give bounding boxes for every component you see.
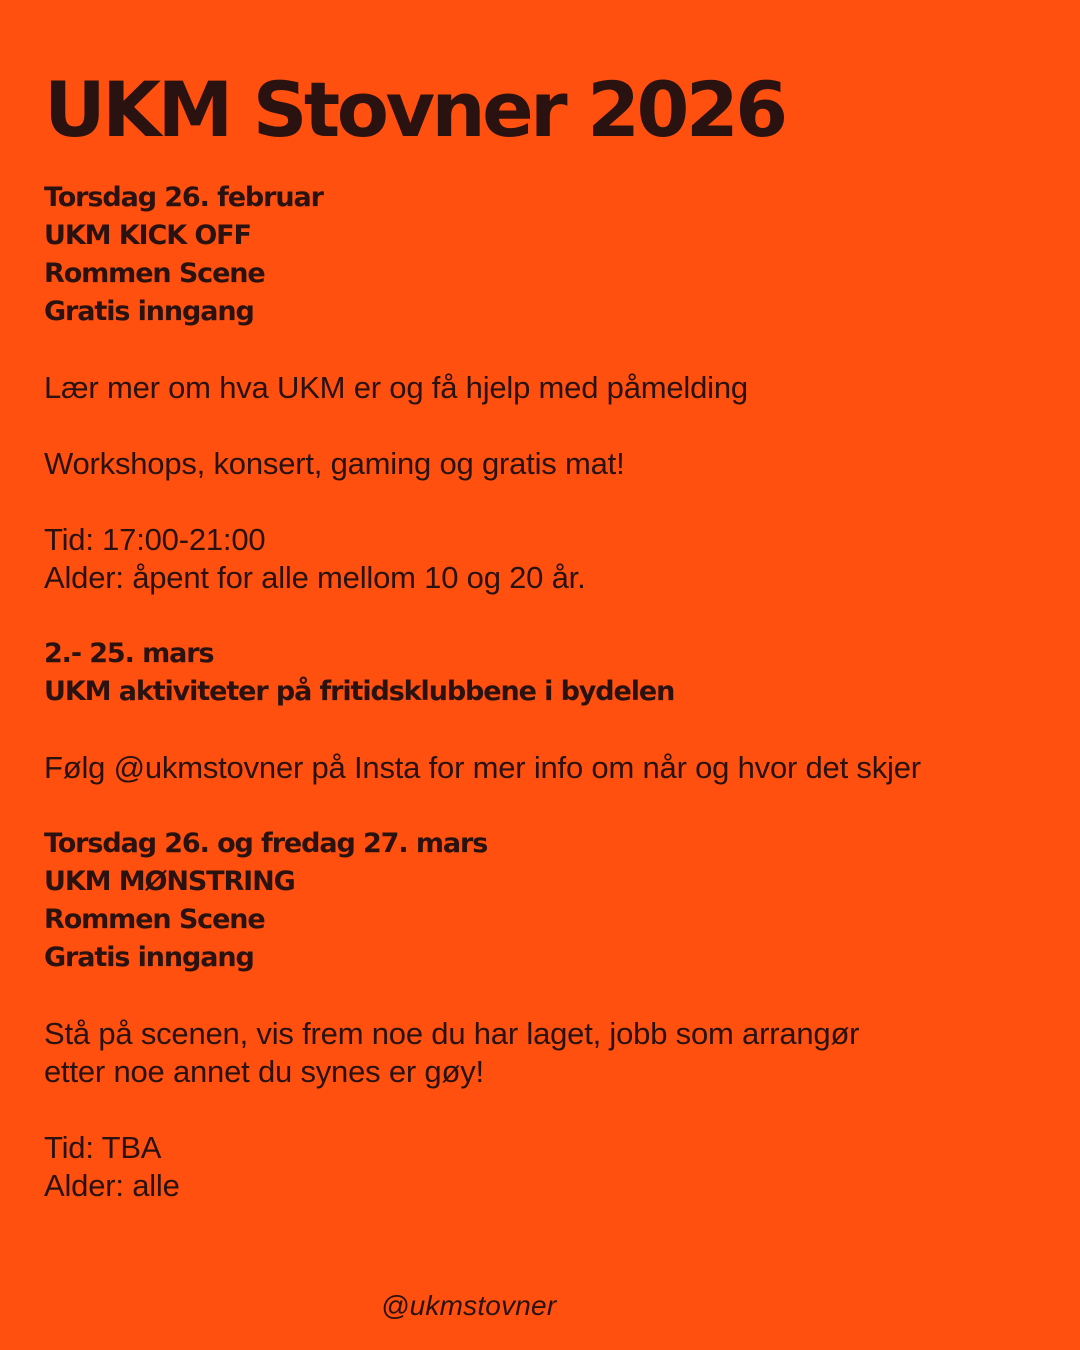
spacer	[44, 597, 1064, 635]
activities-section	[44, 635, 1064, 787]
festival-event-name: UKM MØNSTRING	[44, 866, 295, 897]
kickoff-entry: Gratis inngang	[44, 296, 254, 327]
festival-venue: Rommen Scene	[44, 904, 265, 935]
instagram-handle: @ukmstovner	[381, 1290, 557, 1321]
poster-content	[44, 179, 1064, 1205]
festival-date: Torsdag 26. og fredag 27. mars	[44, 828, 488, 859]
kickoff-section	[44, 179, 1064, 597]
kickoff-venue: Rommen Scene	[44, 258, 265, 289]
poster-title: UKM Stovner 2026	[44, 65, 785, 154]
kickoff-age: Alder: åpent for alle mellom 10 og 20 år.	[44, 560, 586, 595]
spacer	[44, 1091, 1064, 1129]
spacer	[44, 711, 1064, 749]
kickoff-time: Tid: 17:00-21:00	[44, 522, 266, 557]
spacer	[44, 483, 1064, 521]
festival-description-line-2: etter noe annet du synes er gøy!	[44, 1054, 484, 1089]
spacer	[44, 977, 1064, 1015]
activities-description: Følg @ukmstovner på Insta for mer info om når og hvor det skjer	[44, 750, 921, 785]
kickoff-activities: Workshops, konsert, gaming og gratis mat!	[44, 446, 625, 481]
festival-description-line-1: Stå på scenen, vis frem noe du har laget, jobb som arrangør	[44, 1016, 860, 1051]
spacer	[44, 331, 1064, 369]
kickoff-event-name: UKM KICK OFF	[44, 220, 251, 251]
spacer	[44, 787, 1064, 825]
festival-age: Alder: alle	[44, 1168, 180, 1203]
spacer	[44, 407, 1064, 445]
festival-entry: Gratis inngang	[44, 942, 254, 973]
kickoff-description: Lær mer om hva UKM er og få hjelp med påmelding	[44, 370, 748, 405]
activities-event-name: UKM aktiviteter på fritidsklubbene i bydelen	[44, 676, 675, 707]
activities-date: 2.- 25. mars	[44, 638, 214, 669]
festival-time: Tid: TBA	[44, 1130, 162, 1165]
festival-section	[44, 825, 1064, 1205]
kickoff-date: Torsdag 26. februar	[44, 182, 323, 213]
